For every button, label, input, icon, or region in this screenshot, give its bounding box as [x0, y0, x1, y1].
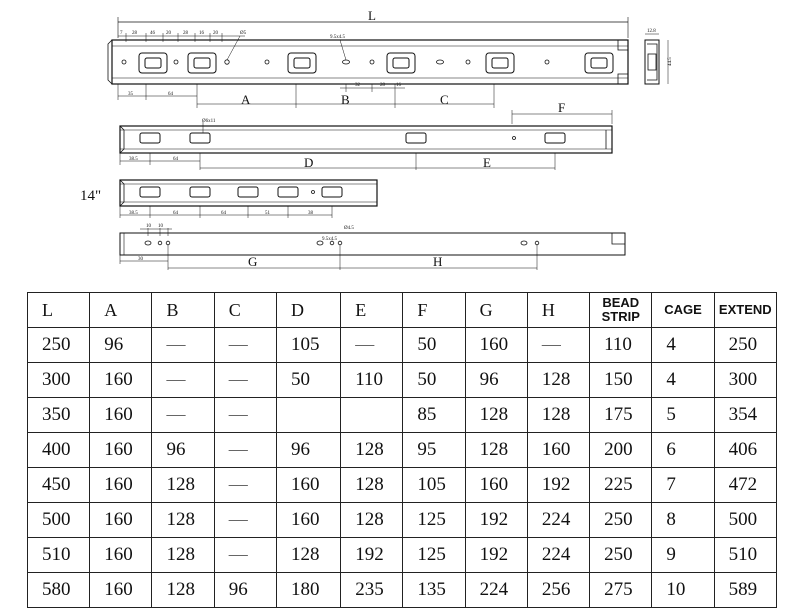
dim-small: 46 — [150, 31, 155, 36]
cell-e: 110 — [341, 363, 403, 398]
dim-small: 9.5x4.5 — [330, 35, 345, 40]
cell-g: 160 — [465, 328, 527, 363]
cell-h: 160 — [527, 433, 589, 468]
cell-cage: 4 — [652, 328, 714, 363]
cell-d: 180 — [276, 573, 340, 608]
cell-d: 160 — [276, 468, 340, 503]
table-row — [28, 398, 777, 433]
cell-extend: 500 — [714, 503, 776, 538]
dim-D: D — [304, 155, 314, 170]
dim-F: F — [558, 100, 566, 115]
size-label-14-inch: 14" — [80, 188, 102, 204]
table-row — [28, 538, 777, 573]
dim-small: 64 — [173, 157, 178, 162]
cell-h: 128 — [527, 398, 589, 433]
cell-d: 128 — [276, 538, 340, 573]
cell-l: 350 — [28, 398, 90, 433]
col-header-extend: EXTEND — [714, 293, 776, 328]
cell-bead-strip: 150 — [590, 363, 652, 398]
cell-l: 400 — [28, 433, 90, 468]
cell-e: 128 — [341, 503, 403, 538]
cell-c: — — [214, 433, 276, 468]
cell-g: 96 — [465, 363, 527, 398]
cell-b: 128 — [152, 503, 214, 538]
col-header-bead-strip: BEAD STRIP — [590, 293, 652, 328]
cell-f: 135 — [403, 573, 465, 608]
dim-small: 7 — [120, 31, 123, 36]
dim-small: 51 — [265, 211, 270, 216]
table-body — [28, 328, 777, 608]
dim-A: A — [241, 92, 251, 107]
dim-small: 64 — [168, 92, 173, 97]
cell-extend: 510 — [714, 538, 776, 573]
cell-extend: 472 — [714, 468, 776, 503]
col-header-cage: CAGE — [652, 293, 714, 328]
cell-e: 128 — [341, 468, 403, 503]
cell-e: 235 — [341, 573, 403, 608]
cell-f: 95 — [403, 433, 465, 468]
cell-cage: 7 — [652, 468, 714, 503]
cell-b: — — [152, 363, 214, 398]
cell-a: 160 — [90, 398, 152, 433]
dim-small: 12.8 — [647, 29, 656, 34]
cell-bead-strip: 250 — [590, 538, 652, 573]
cell-a: 160 — [90, 573, 152, 608]
cell-e: — — [341, 328, 403, 363]
dim-small: 10 — [158, 224, 163, 229]
col-header-F: F — [403, 293, 465, 328]
cell-g: 192 — [465, 503, 527, 538]
cell-l: 450 — [28, 468, 90, 503]
cell-c: — — [214, 328, 276, 363]
col-header-H: H — [527, 293, 589, 328]
cell-l: 250 — [28, 328, 90, 363]
col-header-G: G — [465, 293, 527, 328]
cell-l: 510 — [28, 538, 90, 573]
cell-h: 192 — [527, 468, 589, 503]
dim-small: Ø4.5 — [344, 226, 354, 231]
cell-l: 300 — [28, 363, 90, 398]
dim-small: 28 — [380, 83, 385, 88]
cell-cage: 8 — [652, 503, 714, 538]
cell-f: 50 — [403, 328, 465, 363]
cell-cage: 5 — [652, 398, 714, 433]
cell-h: 224 — [527, 503, 589, 538]
dim-small: 30 — [138, 257, 143, 262]
cell-l: 500 — [28, 503, 90, 538]
dim-small: Ø6x11 — [202, 119, 216, 124]
cell-bead-strip: 225 — [590, 468, 652, 503]
cell-d: 96 — [276, 433, 340, 468]
cell-b: 96 — [152, 433, 214, 468]
col-header-C: C — [214, 293, 276, 328]
cell-g: 192 — [465, 538, 527, 573]
table-row — [28, 363, 777, 398]
cell-a: 96 — [90, 328, 152, 363]
cell-f: 85 — [403, 398, 465, 433]
cell-l: 580 — [28, 573, 90, 608]
dim-C: C — [440, 92, 449, 107]
cell-b: — — [152, 328, 214, 363]
table-row — [28, 328, 777, 363]
cell-h: — — [527, 328, 589, 363]
dim-small: 38.5 — [129, 211, 138, 216]
cell-f: 125 — [403, 503, 465, 538]
table-row — [28, 433, 777, 468]
dim-L: L — [368, 8, 376, 23]
table-row — [28, 573, 777, 608]
dim-small: Ø5 — [240, 31, 247, 36]
col-header-D: D — [276, 293, 340, 328]
cell-f: 105 — [403, 468, 465, 503]
dim-G: G — [248, 254, 258, 269]
cell-g: 160 — [465, 468, 527, 503]
cell-b: 128 — [152, 573, 214, 608]
dim-small: 16 — [199, 31, 204, 36]
cell-cage: 4 — [652, 363, 714, 398]
dim-B: B — [341, 92, 350, 107]
cell-c: — — [214, 398, 276, 433]
cell-cage: 10 — [652, 573, 714, 608]
cell-b: 128 — [152, 538, 214, 573]
cell-bead-strip: 275 — [590, 573, 652, 608]
cell-e: 128 — [341, 433, 403, 468]
cell-g: 128 — [465, 398, 527, 433]
cell-d — [276, 398, 340, 433]
cell-h: 256 — [527, 573, 589, 608]
cell-c: — — [214, 363, 276, 398]
cell-extend: 406 — [714, 433, 776, 468]
cell-c: — — [214, 538, 276, 573]
spec-table — [27, 292, 777, 608]
cell-d: 105 — [276, 328, 340, 363]
cell-extend: 300 — [714, 363, 776, 398]
cell-e: 192 — [341, 538, 403, 573]
dim-small: 16 — [396, 83, 401, 88]
table-row — [28, 468, 777, 503]
dim-small: 28 — [183, 31, 188, 36]
dim-small: 44.5 — [668, 57, 673, 66]
cell-bead-strip: 200 — [590, 433, 652, 468]
dim-small: 10 — [146, 224, 151, 229]
dim-small: 35 — [128, 92, 133, 97]
col-header-A: A — [90, 293, 152, 328]
cell-h: 224 — [527, 538, 589, 573]
technical-drawing — [0, 0, 800, 285]
dim-small: 32 — [355, 83, 360, 88]
cell-d: 160 — [276, 503, 340, 538]
cell-a: 160 — [90, 538, 152, 573]
dim-E: E — [483, 155, 491, 170]
table-row — [28, 503, 777, 538]
cell-b: — — [152, 398, 214, 433]
cell-extend: 354 — [714, 398, 776, 433]
col-header-E: E — [341, 293, 403, 328]
dim-small: 64 — [221, 211, 226, 216]
cell-f: 50 — [403, 363, 465, 398]
dim-H: H — [433, 254, 443, 269]
cell-c: 96 — [214, 573, 276, 608]
cell-a: 160 — [90, 468, 152, 503]
cell-extend: 589 — [714, 573, 776, 608]
cell-bead-strip: 175 — [590, 398, 652, 433]
dim-small: 38.5 — [129, 157, 138, 162]
table-header-row — [28, 293, 777, 328]
cell-cage: 6 — [652, 433, 714, 468]
dim-small: 20 — [213, 31, 218, 36]
dim-small: 28 — [132, 31, 137, 36]
cell-b: 128 — [152, 468, 214, 503]
cell-c: — — [214, 503, 276, 538]
dim-small: 64 — [173, 211, 178, 216]
cell-h: 128 — [527, 363, 589, 398]
cell-g: 224 — [465, 573, 527, 608]
cell-a: 160 — [90, 503, 152, 538]
dim-small: 38 — [308, 211, 313, 216]
cell-extend: 250 — [714, 328, 776, 363]
cell-bead-strip: 110 — [590, 328, 652, 363]
cell-a: 160 — [90, 433, 152, 468]
dim-small: 9.5x4.5 — [322, 237, 337, 242]
col-header-L: L — [28, 293, 90, 328]
cell-d: 50 — [276, 363, 340, 398]
cell-a: 160 — [90, 363, 152, 398]
cell-e — [341, 398, 403, 433]
cell-f: 125 — [403, 538, 465, 573]
dim-small: 20 — [166, 31, 171, 36]
cell-c: — — [214, 468, 276, 503]
cell-cage: 9 — [652, 538, 714, 573]
cell-bead-strip: 250 — [590, 503, 652, 538]
col-header-B: B — [152, 293, 214, 328]
cell-g: 128 — [465, 433, 527, 468]
